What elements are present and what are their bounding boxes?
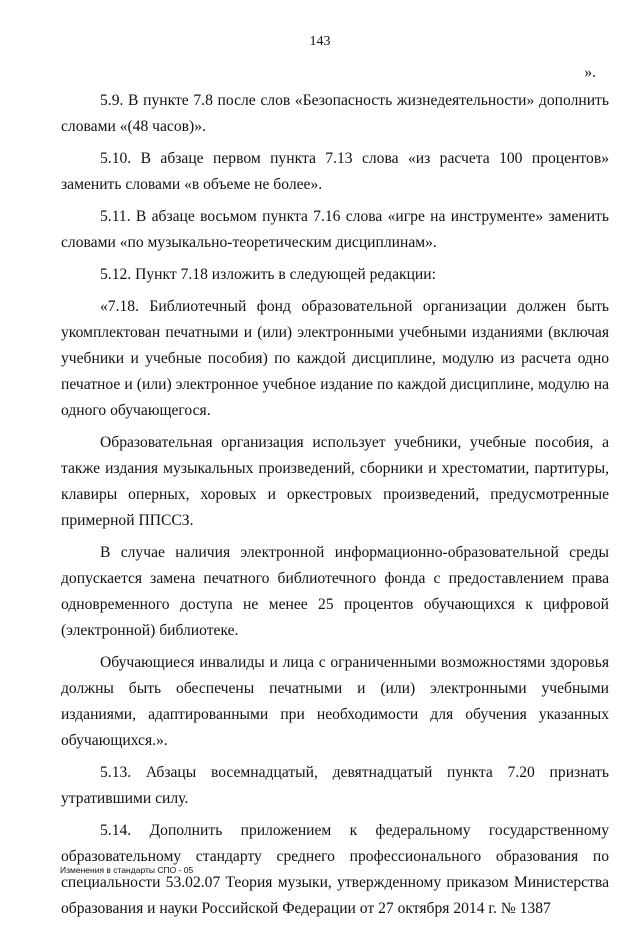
paragraph-disabled-students: Обучающиеся инвалиды и лица с ограниченными возможностями здоровья должны быть обеспечены печатными и (или) электронными учебными изданиями, адаптированными при необходимости для обучения указанных обучающихся.». [61, 654, 609, 749]
quote-close-mark: ». [584, 64, 596, 81]
paragraph-5-9: 5.9. В пункте 7.8 после слов «Безопасность жизнедеятельности» дополнить словами «(48 часов)». [61, 92, 609, 135]
paragraph-5-12: 5.12. Пункт 7.18 изложить в следующей редакции: [100, 266, 436, 283]
paragraph-5-11: 5.11. В абзаце восьмом пункта 7.16 слова «игре на инструменте» заменить словами «по музыкально-теоретическим дисциплинам». [61, 208, 609, 251]
paragraph-textbooks-usage: Образовательная организация использует учебники, учебные пособия, а также издания музыкальных произведений, сборники и хрестоматии, партитуры, клавиры оперных, хоровых и оркестровых произведений, предусмотренные примерной ППССЗ. [61, 434, 609, 529]
paragraph-5-13: 5.13. Абзацы восемнадцатый, девятнадцатый пункта 7.20 признать утратившими силу. [61, 764, 609, 807]
paragraph-5-14: 5.14. Дополнить приложением к федеральному государственному образовательному стандарту среднего профессионального образования по специальности 53.02.07 Теория музыки, утвержденному приказом Министерства образования и науки Российской Федерации от 27 октября 2014 г. № 1387 [61, 822, 609, 917]
page-number: 143 [309, 34, 331, 49]
paragraph-electronic-environment: В случае наличия электронной информационно-образовательной среды допускается замена печатного библиотечного фонда с предоставлением права одновременного доступа не менее 25 процентов обучающихся к цифровой (электронной) библиотеке. [61, 544, 609, 639]
paragraph-7-18-library-fund: «7.18. Библиотечный фонд образовательной организации должен быть укомплектован печатными и (или) электронными учебными изданиями (включая учебники и учебные пособия) по каждой дисциплине, модулю из расчета одно печатное и (или) электронное учебное издание по каждой дисциплине, модулю на одного обучающегося. [61, 298, 609, 419]
paragraph-5-10: 5.10. В абзаце первом пункта 7.13 слова «из расчета 100 процентов» заменить словами «в объеме не более». [61, 150, 609, 193]
footer-note: Изменения в стандарты СПО - 05 [60, 865, 194, 875]
document-body [61, 88, 609, 928]
